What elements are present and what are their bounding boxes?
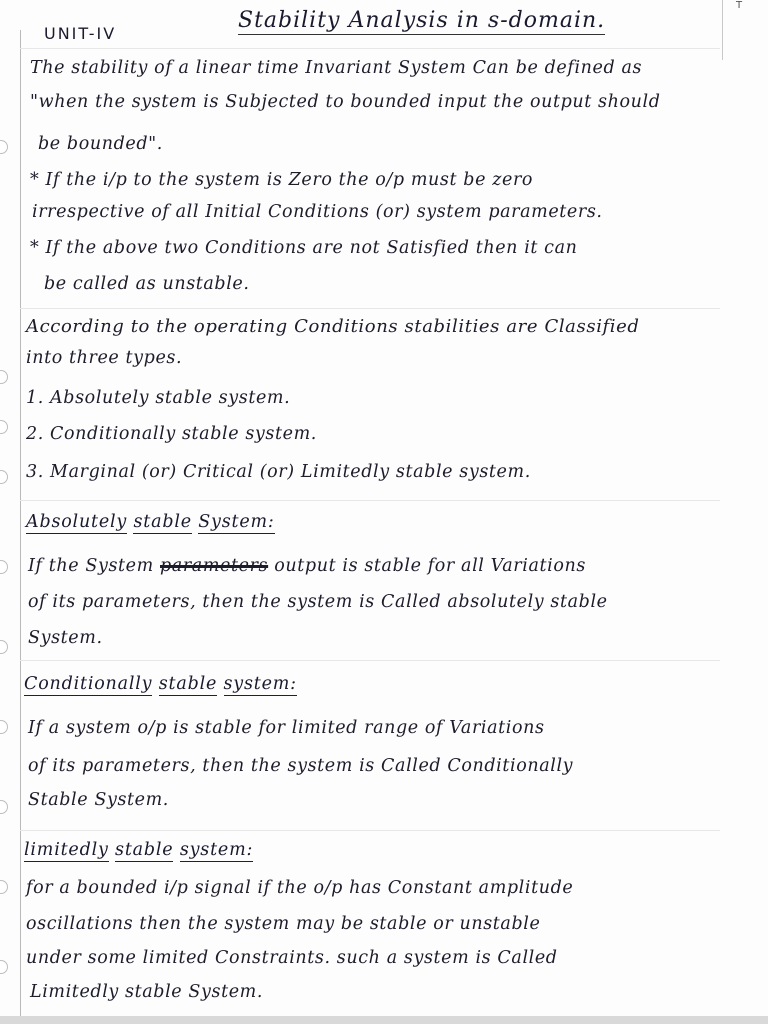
heading-word: Conditionally xyxy=(24,674,153,694)
intro-line-4: * If the i/p to the system is Zero the o/p must be zero xyxy=(30,170,534,190)
ruled-line xyxy=(20,500,720,501)
binder-hole xyxy=(0,470,8,484)
classification-item-1: 1. Absolutely stable system. xyxy=(26,388,291,408)
page-title: Stability Analysis in s-domain. xyxy=(238,8,606,33)
intro-line-3: be bounded". xyxy=(38,134,163,154)
classification-item-2: 2. Conditionally stable system. xyxy=(26,424,317,444)
binder-hole xyxy=(0,720,8,734)
ruled-line xyxy=(20,660,720,661)
limited-line-3: under some limited Constraints. such a system is Called xyxy=(26,948,558,968)
intro-line-2: "when the system is Subjected to bounded input the output should xyxy=(30,92,661,112)
conditional-line-3: Stable System. xyxy=(28,790,169,810)
ruled-line xyxy=(20,48,720,49)
scan-bottom-edge xyxy=(0,1016,768,1024)
binder-hole xyxy=(0,880,8,894)
margin-line xyxy=(20,30,21,1020)
heading-word: Absolutely xyxy=(26,512,128,532)
limited-line-1: for a bounded i/p signal if the o/p has Constant amplitude xyxy=(26,878,574,898)
section-heading-absolute xyxy=(26,512,275,532)
heading-word: stable xyxy=(158,674,218,694)
intro-line-1: The stability of a linear time Invariant System Can be defined as xyxy=(30,58,643,78)
classification-line-1: According to the operating Conditions stabilities are Classified xyxy=(26,316,640,337)
section-heading-limited xyxy=(24,840,253,860)
absolute-line-1 xyxy=(28,556,586,576)
absolute-line-1-pre: If the System xyxy=(28,556,154,576)
section-heading-conditional xyxy=(24,674,297,694)
heading-word: stable xyxy=(133,512,192,532)
limited-line-2: oscillations then the system may be stable or unstable xyxy=(26,914,541,934)
margin-line-right xyxy=(722,0,723,60)
heading-word: System: xyxy=(198,512,275,532)
absolute-line-3: System. xyxy=(28,628,103,648)
classification-line-2: into three types. xyxy=(26,348,183,368)
conditional-line-1: If a system o/p is stable for limited range of Variations xyxy=(28,718,545,738)
ruled-line xyxy=(20,308,720,309)
binder-hole xyxy=(0,420,8,434)
classification-item-3: 3. Marginal (or) Critical (or) Limitedly stable system. xyxy=(26,462,531,482)
absolute-line-2: of its parameters, then the system is Called absolutely stable xyxy=(28,592,608,612)
binder-hole xyxy=(0,640,8,654)
binder-hole xyxy=(0,560,8,574)
unit-label: UNIT-IV xyxy=(44,24,117,43)
heading-word: stable xyxy=(115,840,174,860)
ruled-line xyxy=(20,830,720,831)
intro-line-6: * If the above two Conditions are not Satisfied then it can xyxy=(30,238,578,258)
limited-line-4: Limitedly stable System. xyxy=(30,982,264,1002)
intro-line-5: irrespective of all Initial Conditions (or) system parameters. xyxy=(32,202,603,222)
absolute-line-1-post: output is stable for all Variations xyxy=(274,556,586,576)
binder-hole xyxy=(0,140,8,154)
heading-word: system: xyxy=(223,674,297,694)
corner-mark: T xyxy=(736,0,743,11)
binder-hole xyxy=(0,370,8,384)
heading-word: limitedly xyxy=(24,840,109,860)
binder-hole xyxy=(0,800,8,814)
conditional-line-2: of its parameters, then the system is Called Conditionally xyxy=(28,756,574,776)
struck-word: parameters xyxy=(160,556,269,576)
heading-word: system: xyxy=(179,840,254,860)
intro-line-7: be called as unstable. xyxy=(44,274,250,294)
binder-hole xyxy=(0,960,8,974)
